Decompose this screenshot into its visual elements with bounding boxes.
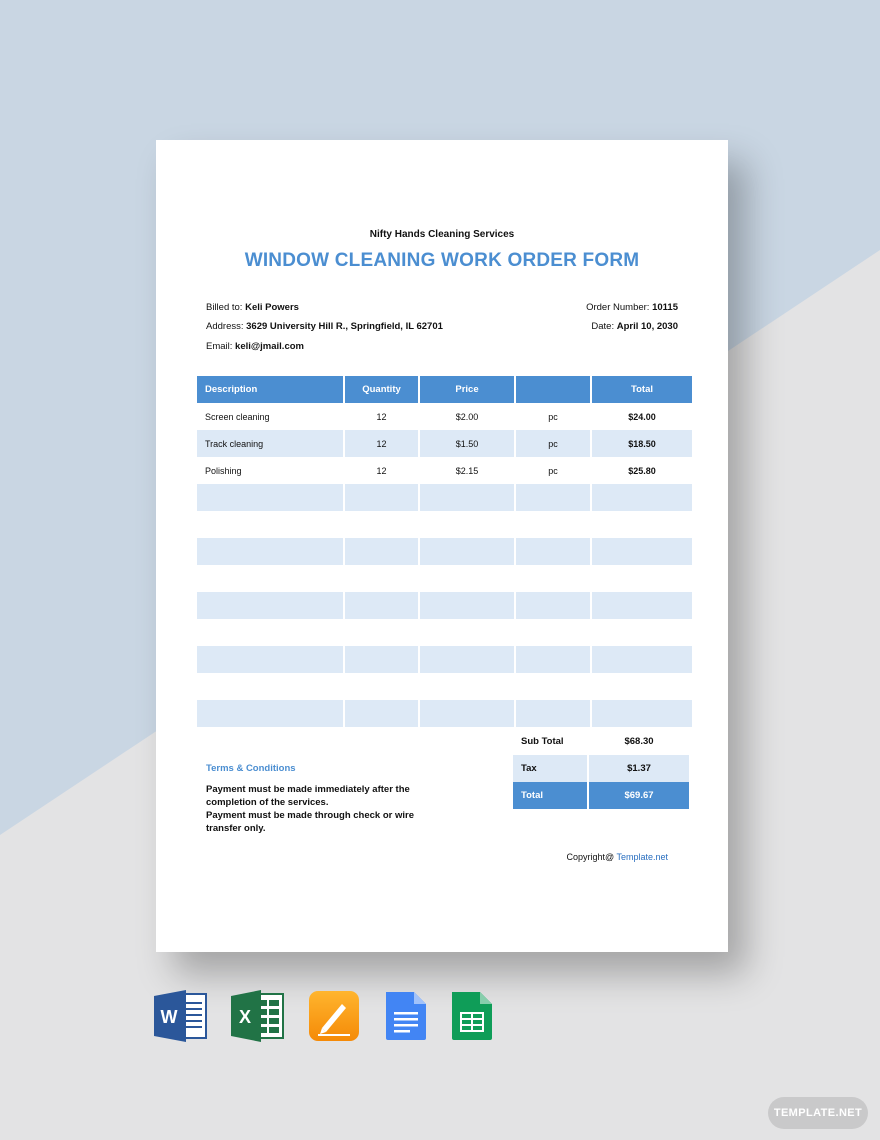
date-value: April 10, 2030 [616, 321, 678, 332]
terms-line-2: Payment must be made through check or wire transfer only. [206, 810, 414, 834]
subtotal-row [513, 728, 689, 755]
header-description: Description [197, 376, 343, 403]
total-label: Total [513, 782, 587, 809]
header-quantity: Quantity [345, 376, 418, 403]
table-row [197, 430, 692, 457]
svg-text:W: W [160, 1007, 178, 1027]
empty-row [197, 700, 692, 727]
cell-description: Polishing [205, 465, 242, 476]
empty-row [197, 511, 692, 538]
order-number [586, 302, 678, 313]
cell-unit: pc [516, 430, 590, 457]
cell-quantity: 12 [376, 465, 387, 476]
document-page [156, 140, 728, 952]
summary-table [511, 728, 691, 809]
copyright [566, 852, 668, 862]
empty-row [197, 592, 692, 619]
header-unit [516, 376, 590, 403]
empty-row [197, 646, 692, 673]
cell-quantity: 12 [345, 430, 418, 457]
google-docs-icon[interactable] [384, 990, 428, 1042]
tax-row [513, 755, 689, 782]
terms-text [206, 783, 426, 835]
order-value: 10115 [652, 302, 678, 313]
template-net-badge[interactable]: TEMPLATE.NET [768, 1097, 868, 1129]
cell-unit: pc [548, 411, 558, 422]
google-sheets-icon[interactable] [450, 990, 494, 1042]
header-price: Price [420, 376, 514, 403]
excel-icon[interactable] [231, 990, 285, 1042]
empty-row [197, 565, 692, 592]
subtotal-label: Sub Total [521, 736, 564, 747]
cell-price: $1.50 [420, 430, 514, 457]
terms-line-1: Payment must be made immediately after the completion of the services. [206, 784, 410, 808]
billed-to-value: Keli Powers [245, 302, 299, 313]
table-row [197, 457, 692, 484]
cell-total: $18.50 [592, 430, 692, 457]
cell-quantity: 12 [376, 411, 387, 422]
empty-row [197, 484, 692, 511]
subtotal-value: $68.30 [624, 736, 654, 747]
cell-price: $2.15 [455, 465, 479, 476]
address [206, 321, 443, 332]
table-row [197, 403, 692, 430]
tax-value: $1.37 [589, 755, 689, 782]
billed-to [206, 302, 299, 313]
word-icon[interactable] [154, 990, 208, 1042]
cell-unit: pc [548, 465, 558, 476]
empty-row [197, 619, 692, 646]
date-label: Date: [591, 321, 617, 332]
copyright-link[interactable]: Template.net [616, 852, 668, 862]
email [206, 341, 304, 352]
pages-icon[interactable] [308, 990, 360, 1042]
cell-description: Screen cleaning [205, 411, 270, 422]
header-total: Total [592, 376, 692, 403]
cell-total: $25.80 [628, 465, 656, 476]
total-row [513, 782, 689, 809]
empty-row [197, 673, 692, 700]
document-title: WINDOW CLEANING WORK ORDER FORM [244, 250, 640, 271]
order-label: Order Number: [586, 302, 653, 313]
terms-title: Terms & Conditions [206, 763, 296, 774]
empty-row [197, 538, 692, 565]
address-label: Address: [206, 321, 247, 332]
email-label: Email: [206, 341, 236, 352]
tax-label: Tax [513, 755, 587, 782]
cell-description: Track cleaning [197, 430, 343, 457]
address-value: 3629 University Hill R., Springfield, IL 62701 [246, 321, 443, 332]
company-name: Nifty Hands Cleaning Services [369, 229, 515, 240]
svg-text:X: X [238, 1007, 252, 1027]
items-table [195, 376, 694, 727]
order-date [591, 321, 678, 332]
copyright-prefix: Copyright@ [566, 852, 617, 862]
table-header-row [197, 376, 692, 403]
billed-to-label: Billed to: [206, 302, 246, 313]
email-value: keli@jmail.com [235, 341, 304, 352]
cell-price: $2.00 [455, 411, 479, 422]
cell-total: $24.00 [628, 411, 656, 422]
total-value: $69.67 [589, 782, 689, 809]
